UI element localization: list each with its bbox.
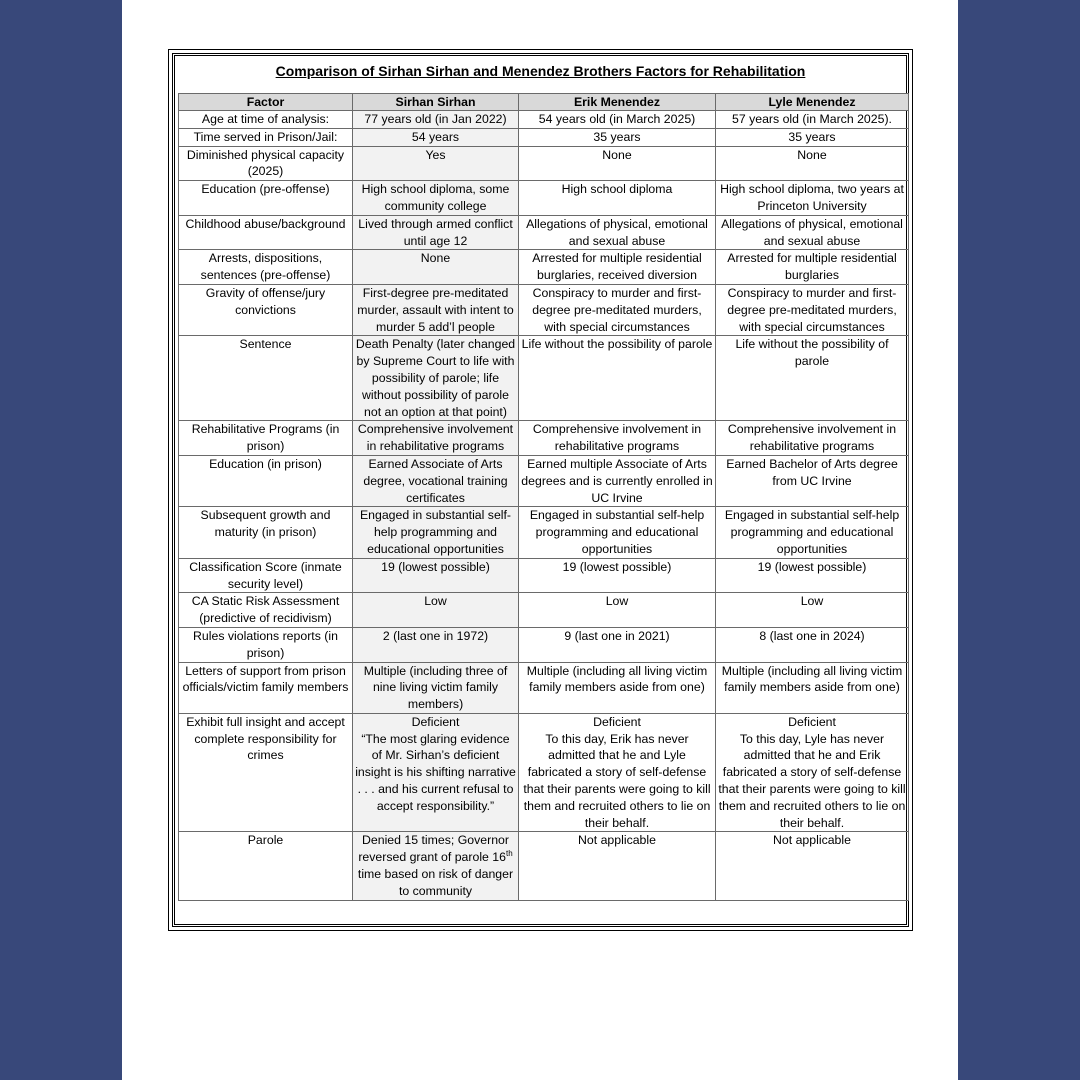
factor-cell: Diminished physical capacity (2025) xyxy=(179,146,353,181)
sirhan-parole-text-1: Denied 15 times; Governor reversed grant of parole 16 xyxy=(358,833,509,865)
table-row xyxy=(179,627,909,662)
factor-cell: Rules violations reports (in prison) xyxy=(179,627,353,662)
lyle-cell: Earned Bachelor of Arts degree from UC Irvine xyxy=(716,455,909,506)
table-row xyxy=(179,421,909,456)
erik-cell: Multiple (including all living victim family members aside from one) xyxy=(519,662,716,713)
table-row xyxy=(179,284,909,335)
lyle-cell: Allegations of physical, emotional and sexual abuse xyxy=(716,215,909,250)
table-frame xyxy=(168,49,913,931)
table-row xyxy=(179,558,909,593)
table-row xyxy=(179,336,909,421)
factor-cell: Parole xyxy=(179,832,353,900)
lyle-cell: 8 (last one in 2024) xyxy=(716,627,909,662)
lyle-cell: Low xyxy=(716,593,909,628)
header-erik: Erik Menendez xyxy=(519,94,716,111)
erik-cell: Arrested for multiple residential burglaries, received diversion xyxy=(519,250,716,285)
factor-cell: Education (in prison) xyxy=(179,455,353,506)
lyle-cell: None xyxy=(716,146,909,181)
table-row xyxy=(179,215,909,250)
factor-cell: Sentence xyxy=(179,336,353,421)
insight-row xyxy=(179,713,909,832)
lyle-cell: 35 years xyxy=(716,128,909,146)
sirhan-cell: Lived through armed conflict until age 12 xyxy=(353,215,519,250)
erik-cell: High school diploma xyxy=(519,181,716,216)
sirhan-insight-detail: “The most glaring evidence of Mr. Sirhan’s deficient insight is his shifting narrative . . . and his current refusal to accept responsibility.” xyxy=(355,731,516,813)
parole-row xyxy=(179,832,909,900)
document-page xyxy=(122,0,958,1080)
sirhan-cell: 77 years old (in Jan 2022) xyxy=(353,111,519,129)
erik-cell: Comprehensive involvement in rehabilitative programs xyxy=(519,421,716,456)
lyle-insight-rating: Deficient xyxy=(788,714,836,729)
sirhan-cell: Multiple (including three of nine living victim family members) xyxy=(353,662,519,713)
sirhan-cell: None xyxy=(353,250,519,285)
lyle-insight-detail: To this day, Lyle has never admitted that he and Erik fabricated a story of self-defense that their parents were going to kill them and recruited others to lie on their behalf. xyxy=(718,731,906,830)
table-row xyxy=(179,250,909,285)
erik-cell: Earned multiple Associate of Arts degrees and is currently enrolled in UC Irvine xyxy=(519,455,716,506)
sirhan-cell: Earned Associate of Arts degree, vocational training certificates xyxy=(353,455,519,506)
sirhan-cell: Engaged in substantial self-help programming and educational opportunities xyxy=(353,507,519,558)
factor-cell: Education (pre-offense) xyxy=(179,181,353,216)
erik-insight-rating: Deficient xyxy=(593,714,641,729)
table-row xyxy=(179,507,909,558)
sirhan-cell: Yes xyxy=(353,146,519,181)
table-row xyxy=(179,128,909,146)
header-factor: Factor xyxy=(179,94,353,111)
sirhan-cell: High school diploma, some community college xyxy=(353,181,519,216)
table-row xyxy=(179,593,909,628)
erik-cell: 35 years xyxy=(519,128,716,146)
factor-cell: CA Static Risk Assessment (predictive of recidivism) xyxy=(179,593,353,628)
sirhan-cell: 2 (last one in 1972) xyxy=(353,627,519,662)
sirhan-cell: Comprehensive involvement in rehabilitative programs xyxy=(353,421,519,456)
sirhan-cell: First-degree pre-meditated murder, assault with intent to murder 5 add’l people xyxy=(353,284,519,335)
factor-cell: Exhibit full insight and accept complete responsibility for crimes xyxy=(179,713,353,832)
factor-cell: Letters of support from prison officials/victim family members xyxy=(179,662,353,713)
lyle-cell: High school diploma, two years at Princeton University xyxy=(716,181,909,216)
sirhan-parole-superscript: th xyxy=(505,849,513,859)
lyle-cell: 19 (lowest possible) xyxy=(716,558,909,593)
header-lyle: Lyle Menendez xyxy=(716,94,909,111)
factor-cell: Classification Score (inmate security level) xyxy=(179,558,353,593)
erik-cell: Conspiracy to murder and first-degree pre-meditated murders, with special circumstances xyxy=(519,284,716,335)
document-title: Comparison of Sirhan Sirhan and Menendez Brothers Factors for Rehabilitation xyxy=(275,63,806,79)
factor-cell: Subsequent growth and maturity (in prison) xyxy=(179,507,353,558)
sirhan-insight-cell xyxy=(353,713,519,832)
table-row xyxy=(179,146,909,181)
sirhan-insight-rating: Deficient xyxy=(411,714,460,729)
lyle-cell: Conspiracy to murder and first-degree pre-meditated murders, with special circumstances xyxy=(716,284,909,335)
table-row xyxy=(179,111,909,129)
factor-cell: Childhood abuse/background xyxy=(179,215,353,250)
erik-cell: Not applicable xyxy=(519,832,716,900)
erik-cell: None xyxy=(519,146,716,181)
erik-cell: Low xyxy=(519,593,716,628)
erik-cell: Life without the possibility of parole xyxy=(519,336,716,421)
comparison-table xyxy=(178,93,909,901)
factor-cell: Rehabilitative Programs (in prison) xyxy=(179,421,353,456)
lyle-cell: Not applicable xyxy=(716,832,909,900)
erik-cell: 54 years old (in March 2025) xyxy=(519,111,716,129)
lyle-cell: 57 years old (in March 2025). xyxy=(716,111,909,129)
sirhan-cell: 54 years xyxy=(353,128,519,146)
table-row xyxy=(179,662,909,713)
erik-cell: Engaged in substantial self-help programming and educational opportunities xyxy=(519,507,716,558)
lyle-cell: Arrested for multiple residential burglaries xyxy=(716,250,909,285)
lyle-cell: Comprehensive involvement in rehabilitative programs xyxy=(716,421,909,456)
lyle-cell: Multiple (including all living victim family members aside from one) xyxy=(716,662,909,713)
lyle-cell: Life without the possibility of parole xyxy=(716,336,909,421)
header-sirhan: Sirhan Sirhan xyxy=(353,94,519,111)
table-row xyxy=(179,181,909,216)
erik-cell: 9 (last one in 2021) xyxy=(519,627,716,662)
erik-insight-cell xyxy=(519,713,716,832)
factor-cell: Arrests, dispositions, sentences (pre-offense) xyxy=(179,250,353,285)
erik-cell: 19 (lowest possible) xyxy=(519,558,716,593)
erik-cell: Allegations of physical, emotional and sexual abuse xyxy=(519,215,716,250)
lyle-cell: Engaged in substantial self-help programming and educational opportunities xyxy=(716,507,909,558)
erik-insight-detail: To this day, Erik has never admitted that he and Lyle fabricated a story of self-defense that their parents were going to kill them and recruited others to lie on their behalf. xyxy=(523,731,711,830)
factor-cell: Gravity of offense/jury convictions xyxy=(179,284,353,335)
sirhan-cell: Low xyxy=(353,593,519,628)
header-row xyxy=(179,94,909,111)
factor-cell: Age at time of analysis: xyxy=(179,111,353,129)
table-row xyxy=(179,455,909,506)
factor-cell: Time served in Prison/Jail: xyxy=(179,128,353,146)
sirhan-parole-cell xyxy=(353,832,519,900)
sirhan-parole-text-2: time based on risk of danger to community xyxy=(357,867,514,898)
sirhan-cell: 19 (lowest possible) xyxy=(353,558,519,593)
sirhan-cell: Death Penalty (later changed by Supreme Court to life with possibility of parole; life without possibility of parole not an option at that point) xyxy=(353,336,519,421)
table-frame-inner xyxy=(172,53,909,927)
lyle-insight-cell xyxy=(716,713,909,832)
